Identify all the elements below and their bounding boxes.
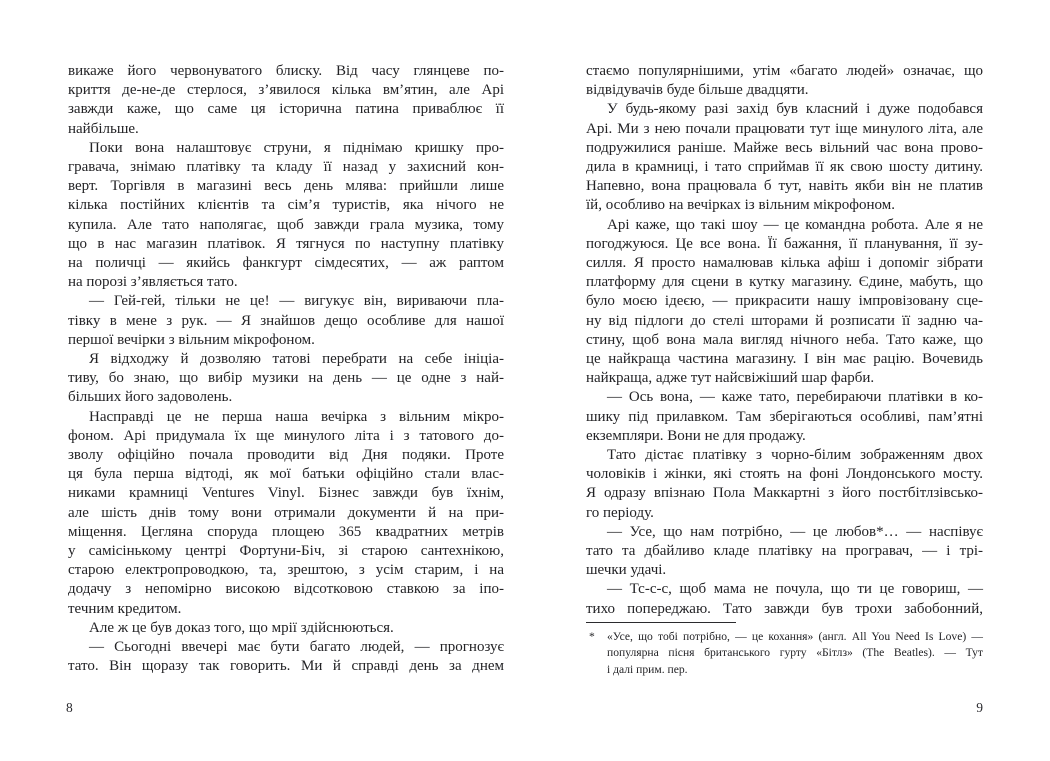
text-line: міщення. Цегляна споруда площею 365 квадратних метрів [68,523,504,540]
text-line: екземпляри. Вони не для продажу. [586,427,806,444]
text-line: тихо попереджаю. Тато завжди був трохи забобонний, [586,600,983,617]
text-line: дила в крамниці, і тато сприймав її як свою шосту дитину. [586,159,983,176]
text-line: Поки вона налаштовує струни, я піднімаю кришку про- [89,139,504,156]
text-line: — Гей-гей, тільки не це! — вигукує він, вириваючи пла- [89,293,504,310]
text-line: Я одразу впізнаю Пола Маккартні з його постбітлзівсько- [586,485,983,502]
text-line: — Тс-с-с, щоб мама не почула, що ти це говориш, — [607,581,983,598]
page-number-left: 8 [66,700,73,715]
text-line: Насправді це не перша наша вечірка з вільним мікро- [89,408,504,425]
text-line: — Сьогодні ввечері має бути багато людей, — прогнозує [89,639,504,656]
text-line: погоджуюся. Це все вона. Її бажання, її планування, її зу- [586,235,983,252]
text-line: було моєю ідеєю, — прикрасити нашу імпровізовану сце- [586,293,983,310]
footnote-line: популярна пісня британського гурту «Бітлз» (The Beatles). — Тут [607,646,983,660]
footnote-rule [586,622,736,623]
footnote-body [586,629,983,678]
text-line: тівку в мене з рук. — Я знайшов дещо особливе для нашої [68,312,504,329]
text-line: на поличці — якийсь фанкгурт сімдесятих, — аж раптом [68,255,504,272]
page-number-right: 9 [976,700,983,715]
text-line: викаже його червонуватого блиску. Від часу глянцеве по- [68,63,504,79]
text-line: але шість днів тому вони отримали документи й на при- [68,504,504,521]
text-line: купила. Але тато наполягає, щоб завжди грала музика, тому [68,216,504,233]
text-line: стину, щоб вона мала вигляд нічного неба. Тато каже, що [586,331,983,348]
text-line: це найкраща частина магазину. І він має рацію. Вочевидь [586,351,983,368]
text-line: чоловіків і жінки, які стоять на фоні Лондонського мосту. [586,466,983,483]
text-line: найкраща, адже тут найсвіжіший шар фарби. [586,370,875,387]
text-line: ну від підлоги до стелі шторами й розписати її задню ча- [586,312,983,329]
text-line: старою електропроводкою, та, зрештою, з усім старим, і на [68,562,504,579]
footnote-line: і далі прим. пер. [607,662,688,676]
text-line: фоном. Арі придумала їх ще минулого літа і з татового до- [68,427,504,444]
text-line: більших його задоволень. [68,389,233,406]
text-line: верт. Торгівля в магазині весь день млява: прийшли лише [68,178,504,195]
text-line: гравача, знімаю платівку та кладу її назад у захисний кон- [68,159,504,176]
text-line: У будь-якому разі захід був класний і дуже подобався [607,101,983,118]
text-line: никами крамниці Ventures Vinyl. Бізнес завжди був їхнім, [68,485,504,502]
text-line: криття де-не-де стерлося, з’явилося кілька вм’ятин, але Арі [68,82,504,99]
text-line: шику під прилавком. Там зберігаються особливі, пам’ятні [586,408,983,425]
text-line: тато. Він щоразу так говорить. Ми й справді день за днем [68,658,504,675]
text-line: ця була перша відтоді, як мої батьки офіційно стали влас- [68,466,504,483]
text-line: найбільше. [68,120,139,137]
text-line: першої вечірки з вільним мікрофоном. [68,331,315,348]
left-text-column [68,62,504,677]
text-line: го періоду. [586,504,654,521]
text-line: течним кредитом. [68,600,182,617]
text-line: платформу для сцени в кутку магазину. Єдине, мабуть, що [586,274,983,291]
text-line: подружилися раніше. Майже весь вільний час вона прово- [586,139,983,156]
text-line: кілька постійних клієнтів та сім’я туристів, яка нічого не [68,197,504,214]
text-line: Арі. Ми з нею почали працювати тут іще минулого літа, але [586,120,983,137]
text-line: додачу з непомірно високою відсотковою ставкою за іпо- [68,581,504,598]
text-line: тато та дбайливо кладе платівку на програвач, — і трі- [586,543,983,560]
text-line: завжди каже, що саме ця історична патина приваблює її [68,101,504,118]
text-line: Але ж це був доказ того, що мрії здійснюються. [89,619,394,636]
text-line: зволу офіційно почала проводити від Дня подяки. Проте [68,447,504,464]
text-line: Тато дістає платівку з чорно-білим зображенням двох [607,447,983,464]
right-text-column [586,62,983,619]
text-line: у самісінькому центрі Фортуни-Біч, зі старою сантехнікою, [68,543,504,560]
footnote-line: «Усе, що тобі потрібно, — це кохання» (англ. All You Need Is Love) — [607,630,983,643]
text-line: їй, особливо на вечірках із вільним мікрофоном. [586,197,895,214]
text-line: стаємо популярнішими, утім «багато людей» означає, що [586,63,983,79]
text-line: Арі каже, що такі шоу — це командна робота. Але я не [607,216,983,233]
footnote [586,622,983,678]
text-line: — Усе, що нам потрібно, — це любов*… — наспівує [607,523,983,540]
text-line: шечки удачі. [586,562,667,579]
text-line: силля. Я просто намалював кілька афіш і допоміг зібрати [586,255,983,272]
footnote-marker: * [589,630,595,643]
text-line: — Ось вона, — каже тато, перебираючи платівки в ко- [607,389,983,406]
text-line: що в нас магазин платівок. Я тягнуся по наступну платівку [68,235,504,252]
text-line: Я відходжу й дозволяю татові перебрати на себе ініціа- [89,351,504,368]
text-line: на порозі з’являється тато. [68,274,238,291]
text-line: тиву, бо знаю, що вибір музики на день — це одне з най- [68,370,504,387]
text-line: Напевно, вона працювала б тут, навіть якби він не платив [586,178,983,195]
text-line: відвідувачів буде більше двадцяти. [586,82,809,99]
